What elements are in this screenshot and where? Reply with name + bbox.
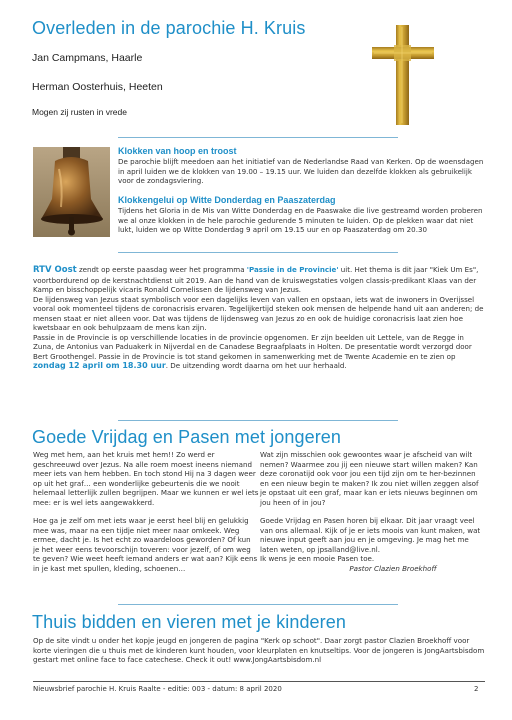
divider xyxy=(118,420,398,421)
rtv-lead: RTV Oost xyxy=(33,265,77,275)
divider xyxy=(118,252,398,253)
page-number: 2 xyxy=(474,685,479,693)
rtv-paragraph-2: De lijdensweg van Jezus staat symbolisch voor een dagelijks leven van vallen en opstaan, iets wat de inwoners in Overijssel vooral ook momenteel tijdens de coronacrisis ervaren. Tegelijkertijd steken ook mensen de helpende hand uit aan anderen; de mensen staat er niet alleen voor. Dat was tijdens de lijdensweg van Jezus zo en ook de huidige coronacrisis laat zien hoe kwetsbaar en ook behulpzaam de mens kan zijn. xyxy=(33,294,484,332)
thuis-bidden-title: Thuis bidden en vieren met je kinderen xyxy=(32,612,346,632)
divider xyxy=(118,137,398,138)
rtv-date: zondag 12 april om 18.30 uur xyxy=(33,361,166,370)
goede-right-column xyxy=(260,450,486,573)
goede-right-paragraph-2: Goede Vrijdag en Pasen horen bij elkaar. Dit jaar vraagt veel van ons allemaal. Kijk of je er iets moois van kunt maken, wat nieuwe input geeft aan jou en je omgeving. Je mag het me laten weten, op jpsalland@live.nl. xyxy=(260,516,481,554)
rtv-text-end: . De uitzending wordt daarna om het uur herhaald. xyxy=(165,361,347,370)
goede-left-column xyxy=(33,450,259,573)
signature: Pastor Clazien Broekhoff xyxy=(349,563,437,573)
klokken-title: Klokken van hoop en troost xyxy=(118,146,237,156)
cross-image xyxy=(372,25,434,125)
goede-left-paragraph-1: Weg met hem, aan het kruis met hem!! Zo werd er geschreeuwd over Jezus. Na alle roem moest ineens niemand meer iets van hem hebben. En toch stond Hij na 3 dagen weer op uit het graf… een wonderlijke gebeurtenis die we nooit helemaal letterlijk zullen begrijpen. Maar we kunnen er wel iets mee: er is wel iets aangewakkerd. xyxy=(33,450,259,507)
divider xyxy=(118,604,398,605)
deceased-name-1: Jan Campmans, Haarle xyxy=(32,52,143,64)
goede-right-paragraph-3: Ik wens je een mooie Pasen toe. xyxy=(260,554,375,563)
bell-image xyxy=(33,147,110,237)
goede-vrijdag-title: Goede Vrijdag en Pasen met jongeren xyxy=(32,427,342,447)
deceased-name-2: Herman Oosterhuis, Heeten xyxy=(32,81,163,93)
klokkengelui-title: Klokkengelui op Witte Donderdag en Paaszaterdag xyxy=(118,195,336,205)
rtv-text-1: zendt op eerste paasdag weer het programma xyxy=(76,265,247,274)
rtv-text-2: uit. Het thema is dit jaar "Kiek Um Es", voortbordurend op de kerstnachtdienst uit 2019. Aan de hand van de kruiswegstaties volgen classis-predikant Klaas van der Kamp en bisschoppelijk vicaris Ronald Cornelissen de lijdensweg van Jezus. xyxy=(33,265,479,294)
klokken-text: De parochie blijft meedoen aan het initiatief van de Nederlandse Raad van Kerken. Op de woensdagen in april luiden we de klokken van 19.00 – 19.15 uur. We luiden dan dezelfde klokken als gebruikelijk voor de zondagsviering. xyxy=(118,157,484,185)
closing-text: Mogen zij rusten in vrede xyxy=(32,107,127,117)
thuis-bidden-text: Op de site vindt u onder het kopje jeugd en jongeren de pagina "Kerk op schoot". Daar zorgt pastor Clazien Broekhoff voor korte vieringen die u thuis met de kinderen kunt houden, voor kleurplaten en knutseltips. Voor de jongeren is JongAartsbisdom gestart met online face to face catechese. Check it out! www.JongAartsbisdom.nl xyxy=(33,636,485,664)
rtv-paragraph-3: Passie in de Provincie is op verschillende locaties in de provincie opgenomen. Er zijn beelden uit Lettele, van de Regge in Zuna, de Antonius van Paduakerk in Nijverdal en de Canadese Begraafplaats in Holten. De presentatie wordt verzorgd door Bert Groothengel. Passie in de Provincie is tot stand gekomen in samenwerking met de Twente Academie en te zien op xyxy=(33,332,472,361)
page-title: Overleden in de parochie H. Kruis xyxy=(32,18,306,38)
rtv-program: 'Passie in de Provincie' xyxy=(246,265,339,274)
footer-text: Nieuwsbrief parochie H. Kruis Raalte - editie: 003 - datum: 8 april 2020 xyxy=(33,685,282,693)
footer-rule xyxy=(33,681,485,682)
klokkengelui-text: Tijdens het Gloria in de Mis van Witte Donderdag en de Paaswake die live gestreamd worden proberen we al onze klokken in de hele parochie gedurende 5 minuten te luiden. Op de plekken waar dat niet lukt, luiden we op Witte Donderdag 9 april om 19.15 uur en op Paaszaterdag om 20.30 xyxy=(118,206,483,234)
goede-left-paragraph-2: Hoe ga je zelf om met iets waar je eerst heel blij en gelukkig mee was, maar na een tijdje niet meer naar omkeek. Weg ermee, dacht je. Is het echt zo waardeloos geworden? Of kun je het weer eens tevoorschijn toveren: voor jezelf, of om weg te geven? Wie weet heeft iemand anders er wat aan? Kijk eens in je kast met spullen, kleding, schoenen… xyxy=(33,516,258,573)
goede-right-paragraph-1: Wat zijn misschien ook gewoontes waar je afscheid van wilt nemen? Waarmee zou jij een nieuwe start willen maken? Kan deze coronatijd ook voor jou een tijd zijn om te her-bezinnen en een nieuw begin te maken? Ik zou niet willen zeggen alsof je opstaat uit een graf, maar kan er iets nieuws beginnen om jou heen of in jou? xyxy=(260,450,479,507)
rtv-article xyxy=(33,265,485,371)
